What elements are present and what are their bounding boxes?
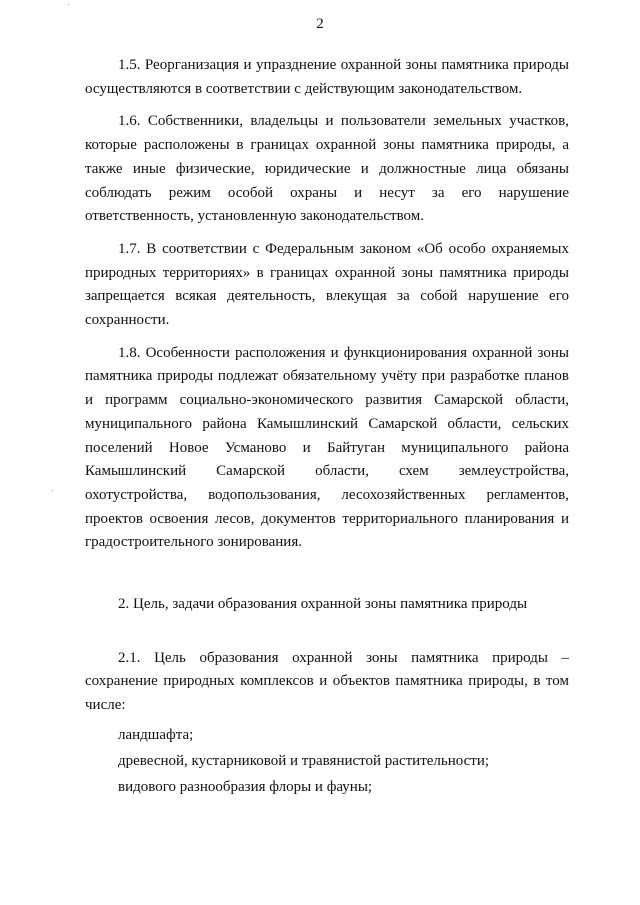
section-2-heading: 2. Цель, задачи образования охранной зоны памятника природы [118, 596, 528, 613]
list-item: древесной, кустарниковой и травянистой растительности; [118, 752, 490, 769]
paragraph-1-7: 1.7. В соответствии с Федеральным законом «Об особо охраняемых природных территориях» в границах охранной зоны памятника природы запрещается всякая деятельность, влекущая за собой нарушение его сохранности. [85, 240, 569, 329]
list-item: ландшафта; [118, 726, 194, 743]
paragraph-2-1: 2.1. Цель образования охранной зоны памятника природы – сохранение природных комплексов и объектов памятника природы, в том числе: [85, 649, 569, 714]
page-number: 2 [316, 16, 324, 32]
scan-mark [68, 4, 69, 5]
list-item: видового разнообразия флоры и фауны; [118, 778, 373, 795]
list [85, 722, 569, 800]
paragraph-1-5: 1.5. Реорганизация и упразднение охранной зоны памятника природы осуществляются в соответствии с действующим законодательством. [85, 57, 569, 97]
paragraph-1-8: 1.8. Особенности расположения и функционирования охранной зоны памятника природы подлежат обязательному учёту при разработке планов и программ социально-экономического развития Самарской области, муниципального района Камышлинский Самарской области, сельских поселений Новое Усманово и Байтуган муниципального района Камышлинский Самарской области, схем землеустройства, охотустройства, водопользования, лесохозяйственных регламентов, проектов освоения лесов, документов территориального планирования и градостроительного зонирования. [85, 344, 569, 551]
paragraph-1-6: 1.6. Собственники, владельцы и пользователи земельных участков, которые расположены в границах охранной зоны памятника природы, а также иные физические, юридические и должностные лица обязаны соблюдать режим особой охраны и несут за его нарушение ответственность, установленную законодательством. [85, 113, 569, 225]
document-body [85, 54, 569, 800]
scan-mark [52, 490, 53, 491]
